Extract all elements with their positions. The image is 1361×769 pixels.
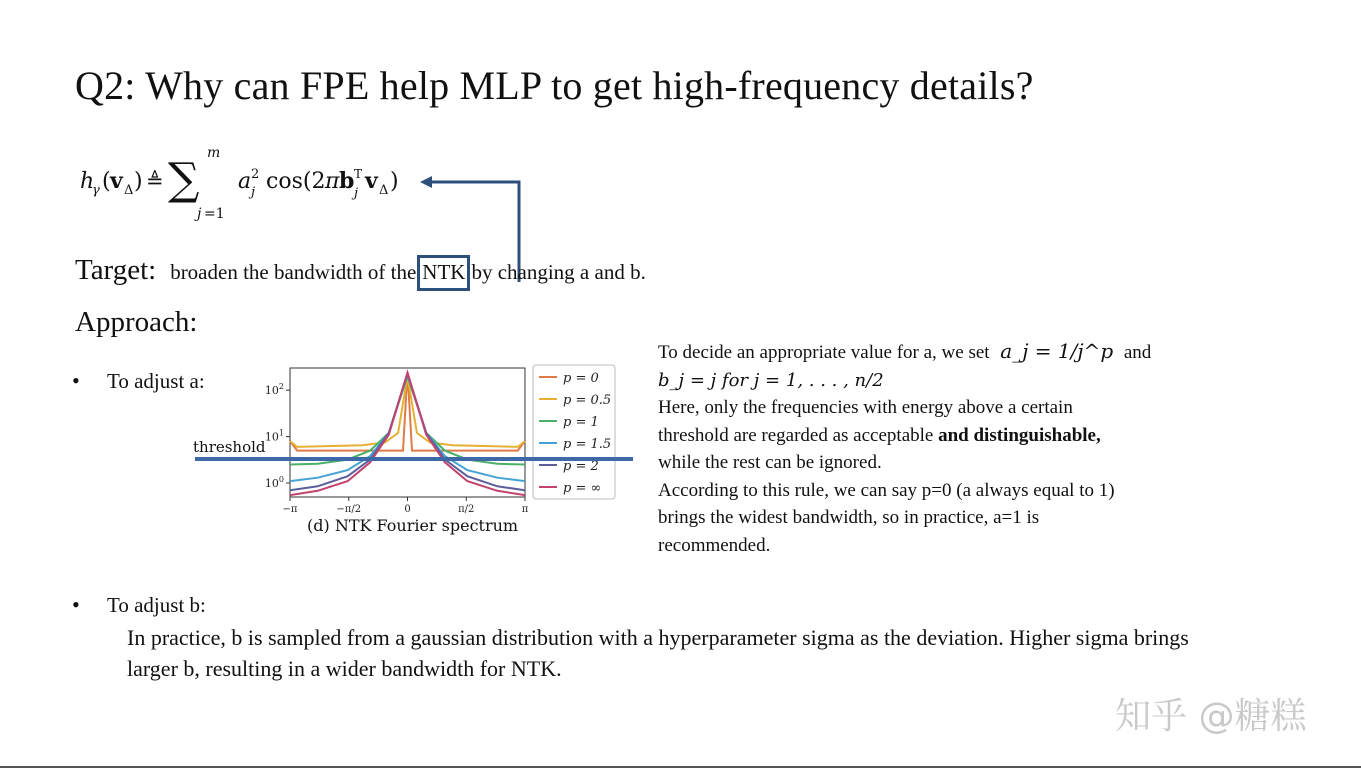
bullet-b: •	[72, 592, 80, 617]
y-tick-label: $10^2$	[264, 382, 284, 398]
svg-text:): )	[390, 169, 399, 194]
bullet-a: •	[72, 368, 80, 393]
svg-text:v: v	[365, 168, 378, 194]
legend-label-1: p = 0.5	[563, 393, 612, 408]
target-text-after: by changing a and b.	[471, 260, 646, 284]
legend-label-5: p = ∞	[563, 481, 602, 496]
x-tick-label: 0	[404, 504, 411, 515]
slide-title: Q2: Why can FPE help MLP to get high-frequency details?	[75, 63, 1034, 108]
y-tick-label: $10^0$	[264, 475, 284, 491]
svg-text:v: v	[110, 168, 123, 194]
svg-text:h: h	[80, 169, 95, 194]
para-line-4	[658, 422, 1218, 450]
target-label: Target:	[75, 254, 157, 286]
para-line-4-text: threshold are regarded as acceptable	[658, 424, 939, 446]
x-tick-label: π	[521, 504, 529, 515]
x-tick-label: −π/2	[336, 504, 362, 515]
approach-label: Approach:	[75, 306, 198, 338]
svg-text:=1: =1	[204, 206, 225, 222]
adjust-a-paragraph	[658, 338, 1218, 559]
watermark: 知乎 @糖糕	[1115, 696, 1307, 737]
target-row	[75, 254, 646, 291]
adjust-a-label: To adjust a:	[107, 369, 205, 393]
plot-area	[265, 365, 615, 515]
svg-text:m: m	[207, 145, 221, 161]
formula-bj: b_j = j for j = 1, . . . , n/2	[658, 369, 884, 391]
svg-text:): )	[134, 169, 143, 194]
para-line-1-and: and	[1123, 342, 1152, 363]
svg-text:Δ: Δ	[379, 183, 389, 198]
para-line-7: brings the widest bandwidth, so in practice, a=1 is	[658, 507, 1040, 528]
adjust-b-label: To adjust b:	[107, 593, 206, 617]
legend-label-2: p = 1	[563, 415, 599, 430]
bottom-rule	[0, 766, 1361, 768]
svg-text:(: (	[102, 169, 111, 194]
x-tick-label: π/2	[458, 504, 475, 515]
para-line-5: while the rest can be ignored.	[658, 452, 882, 473]
svg-text:j: j	[354, 186, 359, 201]
target-text	[170, 260, 646, 284]
svg-text:a: a	[238, 169, 252, 194]
legend-label-0: p = 0	[563, 371, 599, 386]
fourier-formula	[80, 142, 440, 226]
svg-text:γ: γ	[92, 183, 100, 198]
para-line-6: According to this rule, we can say p=0 (a always equal to 1)	[658, 479, 1115, 501]
svg-text:∑: ∑	[168, 154, 200, 205]
svg-text:T: T	[354, 167, 363, 181]
adjust-b-text: In practice, b is sampled from a gaussian distribution with a hyperparameter sigma as the deviation. Higher sigma brings larger b, resulting in a wider bandwidth for NTK.	[127, 625, 1189, 681]
legend-label-3: p = 1.5	[563, 437, 612, 452]
ntk-spectrum-chart	[188, 360, 638, 540]
formula-aj: a_j = 1/j^p	[1000, 339, 1114, 363]
svg-text:π: π	[325, 169, 340, 194]
para-line-1-text: To decide an appropriate value for a, we set	[658, 342, 990, 363]
svg-text:b: b	[339, 168, 355, 194]
svg-text:2: 2	[251, 167, 260, 182]
para-line-4-bold: and distinguishable,	[938, 424, 1101, 446]
target-text-before: broaden the bandwidth of the	[170, 260, 417, 284]
para-line-3: Here, only the frequencies with energy above a certain	[658, 397, 1073, 418]
x-tick-label: −π	[282, 504, 298, 515]
svg-text:cos(2: cos(2	[266, 169, 326, 194]
svg-text:j: j	[251, 185, 256, 200]
figure-caption: (d) NTK Fourier spectrum	[307, 516, 519, 535]
para-line-8: recommended.	[658, 534, 771, 556]
ntk-label: NTK	[422, 260, 466, 284]
svg-text:Δ: Δ	[124, 183, 134, 198]
para-line-1	[658, 338, 1218, 367]
ntk-highlight-box	[417, 255, 470, 291]
threshold-label: threshold	[193, 438, 266, 456]
svg-text:≜: ≜	[146, 169, 164, 193]
svg-text:j: j	[197, 206, 202, 222]
legend-label-4: p = 2	[563, 459, 599, 474]
y-tick-label: $10^1$	[264, 428, 284, 444]
